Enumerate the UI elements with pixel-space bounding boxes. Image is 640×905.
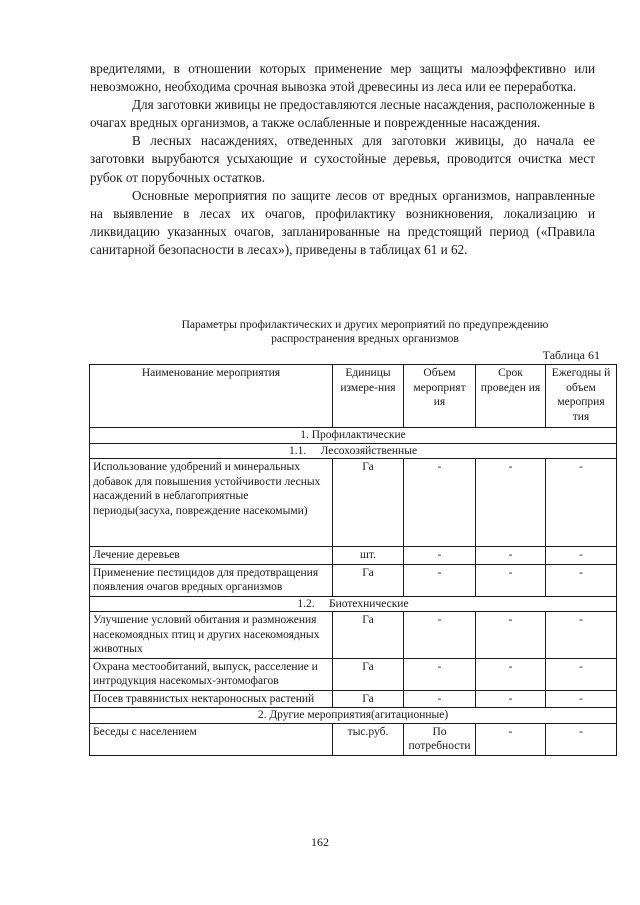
table-header-row bbox=[90, 365, 617, 428]
table-row bbox=[90, 564, 617, 596]
table-row bbox=[90, 547, 617, 565]
cell-units: Га bbox=[333, 690, 404, 708]
cell-volume: - bbox=[404, 658, 476, 690]
paragraph-2: Для заготовки живицы не предоставляются лесные насаждения, расположенные в очагах вредных организмов, а также ослабленные и поврежденные насаждения. bbox=[90, 97, 595, 131]
section-row bbox=[90, 708, 617, 724]
header-annual: Ежегодны й объем мероприя тия bbox=[546, 365, 617, 428]
cell-units: Га bbox=[333, 459, 404, 547]
cell-units: тыс.руб. bbox=[333, 723, 404, 755]
cell-name: Улучшение условий обитания и размножения насекомоядных птиц и других насекомоядных животных bbox=[90, 612, 333, 659]
cell-annual: - bbox=[546, 723, 617, 755]
caption-line-2: распространения вредных организмов bbox=[271, 333, 459, 345]
cell-volume: - bbox=[404, 612, 476, 659]
cell-name: Использование удобрений и минеральных добавок для повышения устойчивости лесных насаждений в неблагоприятные периоды(засуха, повреждение насекомыми) bbox=[90, 459, 333, 547]
subsection-title: 1.1. Лесохозяйственные bbox=[90, 443, 617, 459]
header-name: Наименование мероприятия bbox=[90, 365, 333, 428]
table-row bbox=[90, 612, 617, 659]
cell-annual: - bbox=[546, 690, 617, 708]
table-row bbox=[90, 690, 617, 708]
cell-volume: - bbox=[404, 690, 476, 708]
cell-name: Охрана местообитаний, выпуск, расселение и интродукция насекомых-энтомофагов bbox=[90, 658, 333, 690]
cell-units: шт. bbox=[333, 547, 404, 565]
measures-table bbox=[89, 364, 617, 756]
cell-volume: По потребности bbox=[404, 723, 476, 755]
header-term: Срок проведен ия bbox=[476, 365, 546, 428]
section-title: 2. Другие мероприятия(агитационные) bbox=[90, 708, 617, 724]
cell-term: - bbox=[476, 690, 546, 708]
cell-name: Посев травянистых нектароносных растений bbox=[90, 690, 333, 708]
cell-volume: - bbox=[404, 547, 476, 565]
cell-units: Га bbox=[333, 564, 404, 596]
cell-term: - bbox=[476, 459, 546, 547]
cell-volume: - bbox=[404, 459, 476, 547]
subsection-title: 1.2. Биотехнические bbox=[90, 596, 617, 612]
cell-annual: - bbox=[546, 547, 617, 565]
cell-annual: - bbox=[546, 564, 617, 596]
cell-term: - bbox=[476, 658, 546, 690]
cell-name: Беседы с населением bbox=[90, 723, 333, 755]
cell-annual: - bbox=[546, 459, 617, 547]
header-units: Единицы измере-ния bbox=[333, 365, 404, 428]
cell-term: - bbox=[476, 547, 546, 565]
paragraph-1: вредителями, в отношении которых применение мер защиты малоэффективно или невозможно, необходима срочная вывозка этой древесины из леса или ее переработка. bbox=[90, 61, 595, 95]
header-volume: Объем мероприят ия bbox=[404, 365, 476, 428]
paragraph-3: В лесных насаждениях, отведенных для заготовки живицы, до начала ее заготовки вырубаются усыхающие и сухостойные деревья, проводится очистка мест рубок от порубочных остатков. bbox=[90, 133, 595, 185]
subsection-row bbox=[90, 443, 617, 459]
cell-annual: - bbox=[546, 658, 617, 690]
subsection-row bbox=[90, 596, 617, 612]
section-title: 1. Профилактические bbox=[90, 428, 617, 444]
cell-term: - bbox=[476, 564, 546, 596]
cell-units: Га bbox=[333, 612, 404, 659]
table-number-label: Таблица 61 bbox=[542, 348, 600, 362]
table-row bbox=[90, 658, 617, 690]
page-number: 162 bbox=[311, 835, 329, 849]
cell-term: - bbox=[476, 723, 546, 755]
table-row bbox=[90, 459, 617, 547]
caption-line-1: Параметры профилактических и других мероприятий по предупреждению bbox=[181, 319, 549, 331]
cell-name: Применение пестицидов для предотвращения появления очагов вредных организмов bbox=[90, 564, 333, 596]
table-row bbox=[90, 723, 617, 755]
body-text bbox=[90, 60, 595, 259]
cell-annual: - bbox=[546, 612, 617, 659]
cell-name: Лечение деревьев bbox=[90, 547, 333, 565]
cell-units: Га bbox=[333, 658, 404, 690]
paragraph-4: Основные мероприятия по защите лесов от вредных организмов, направленные на выявление в лесах их очагов, профилактику возникновения, локализацию и ликвидацию указанных очагов, запланированные на предстоящий период («Правила санитарной безопасности в лесах»), приведены в таблицах 61 и 62. bbox=[90, 187, 595, 257]
section-row bbox=[90, 428, 617, 444]
table-caption bbox=[100, 318, 630, 346]
cell-term: - bbox=[476, 612, 546, 659]
cell-volume: - bbox=[404, 564, 476, 596]
